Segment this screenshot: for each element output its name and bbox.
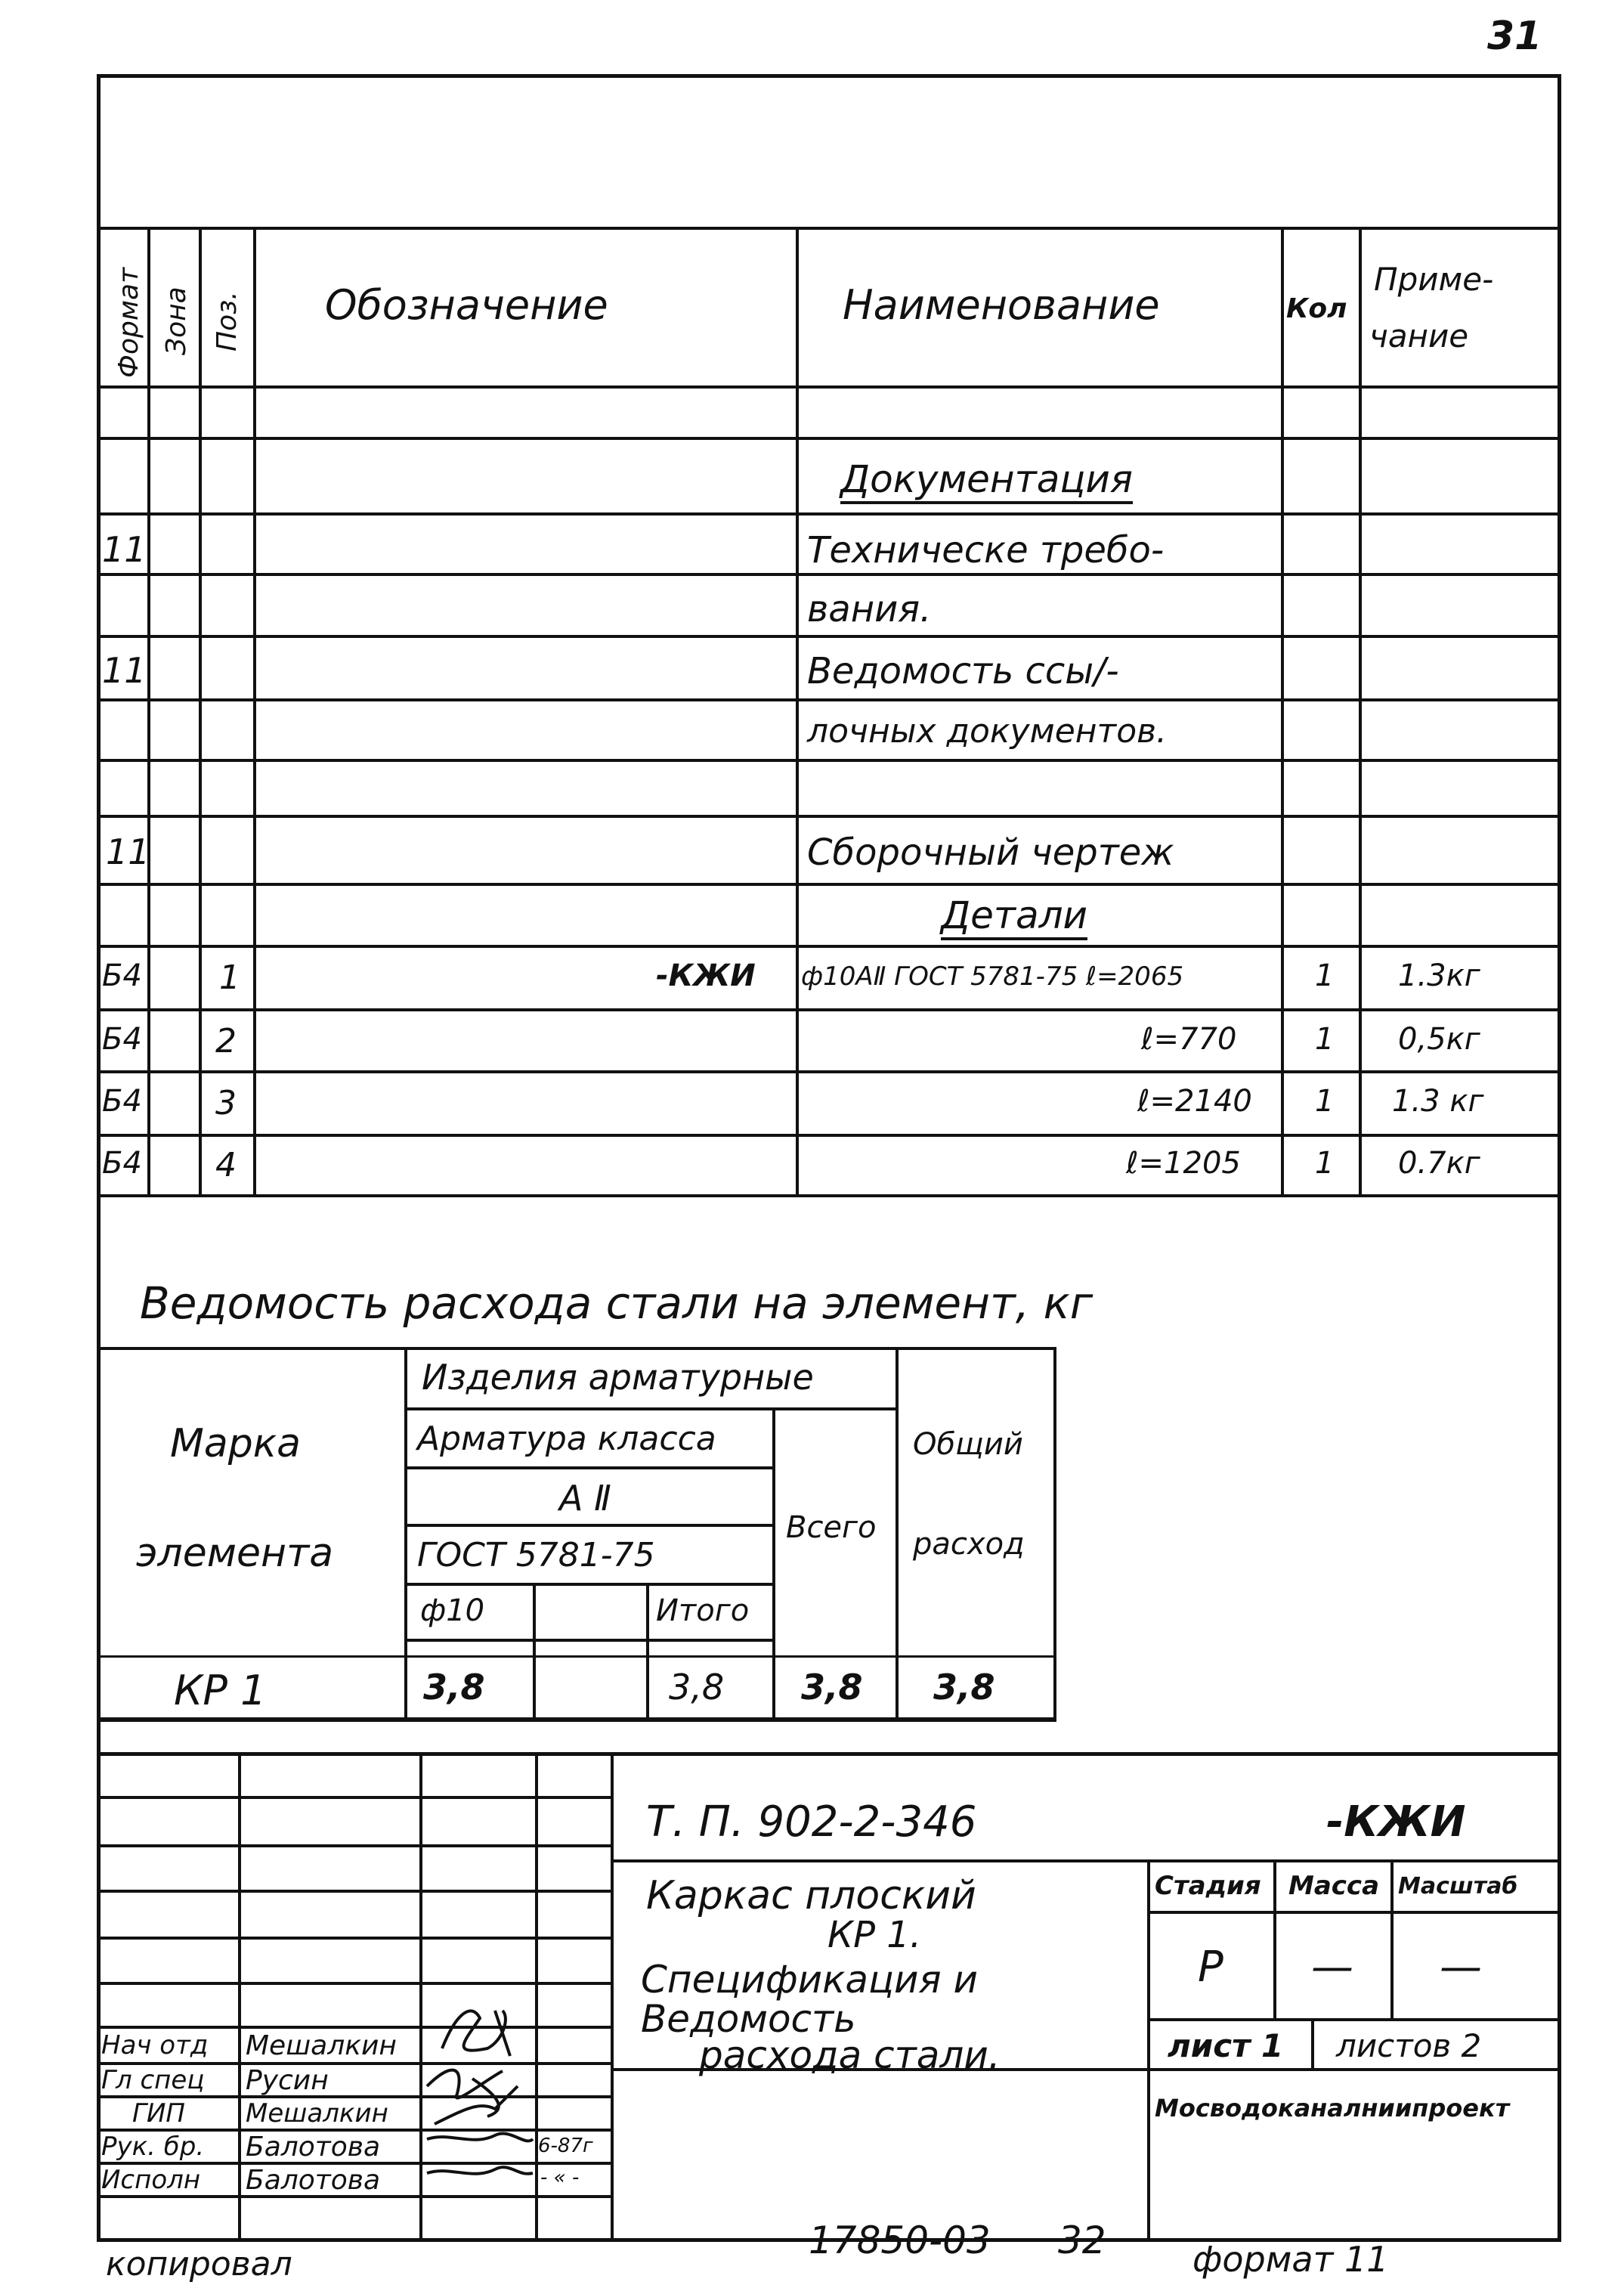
stamp-organization: Мосводоканалниипроект xyxy=(1155,2094,1510,2122)
stamp-mass-header: Масса xyxy=(1288,1871,1380,1901)
section-documentation: Документация xyxy=(840,457,1133,504)
steel-col-phi: ф10 xyxy=(420,1593,485,1628)
part-name: ф10АⅡ ГОСТ 5781-75 ℓ=2065 xyxy=(801,961,1184,992)
steel-mark-2: элемента xyxy=(136,1531,334,1576)
signature-marks xyxy=(419,1965,540,2200)
part-qty: 1 xyxy=(1315,1084,1335,1119)
header-note-2: чание xyxy=(1369,317,1469,355)
part-note: 1.3 кг xyxy=(1392,1084,1484,1119)
part-name: ℓ=1205 xyxy=(1126,1146,1241,1181)
stamp-sheets: листов 2 xyxy=(1336,2027,1482,2064)
steel-title: Ведомость расхода стали на элемент, кг xyxy=(140,1277,1093,1329)
doc-row-name: лочных документов. xyxy=(807,712,1168,751)
stamp-mass: — xyxy=(1311,1943,1353,1992)
part-format: Б4 xyxy=(102,958,142,993)
part-pos: 3 xyxy=(215,1084,237,1122)
doc-row-name: Техническе требо- xyxy=(807,529,1165,571)
part-format: Б4 xyxy=(102,1022,142,1057)
part-qty: 1 xyxy=(1315,1022,1335,1057)
footer-copied: копировал xyxy=(106,2245,292,2283)
stamp-title-1: Каркас плоский xyxy=(646,1873,976,1918)
doc-row-name: Сборочный чертеж xyxy=(807,831,1174,874)
person-name: Мешалкин xyxy=(246,2098,388,2129)
header-designation: Обозначение xyxy=(325,281,608,329)
stamp-title-2: КР 1. xyxy=(827,1914,922,1956)
footer-format: формат 11 xyxy=(1192,2239,1389,2280)
footer-number: 17850-03 xyxy=(809,2218,991,2262)
steel-products: Изделия арматурные xyxy=(422,1357,814,1398)
header-pos: Поз. xyxy=(212,291,243,351)
part-format: Б4 xyxy=(102,1084,142,1119)
steel-row-phi: 3,8 xyxy=(423,1667,485,1708)
person-role: Нач отд xyxy=(101,2030,209,2061)
steel-all: Всего xyxy=(786,1510,877,1545)
part-note: 1.3кг xyxy=(1398,958,1480,993)
part-pos: 2 xyxy=(215,1022,237,1060)
person-name: Балотова xyxy=(246,2132,381,2163)
steel-gost: ГОСТ 5781-75 xyxy=(417,1536,655,1574)
stamp-code-suffix: -КЖИ xyxy=(1326,1797,1466,1847)
header-qty: Кол xyxy=(1286,293,1347,324)
person-date: - « - xyxy=(540,2166,580,2189)
person-role: Исполн xyxy=(101,2165,201,2195)
header-format: Формат xyxy=(113,267,144,378)
stamp-title-4: Ведомость xyxy=(641,1997,856,2041)
steel-class-label: Арматура класса xyxy=(417,1420,716,1458)
doc-row-format: 11 xyxy=(102,650,147,691)
person-name: Русин xyxy=(246,2065,329,2096)
doc-row-format: 11 xyxy=(106,831,150,872)
steel-row-all: 3,8 xyxy=(801,1667,863,1708)
part-name: ℓ=770 xyxy=(1141,1022,1237,1057)
stamp-title-3: Спецификация и xyxy=(641,1958,978,2002)
stamp-scale-header: Масштаб xyxy=(1398,1873,1518,1900)
person-role: ГИП xyxy=(132,2098,185,2129)
part-designation: -КЖИ xyxy=(656,958,756,993)
person-name: Мешалкин xyxy=(246,2030,397,2061)
stamp-stage: Р xyxy=(1198,1943,1223,1992)
sheet-number: 31 xyxy=(1487,14,1542,59)
part-pos: 1 xyxy=(219,958,240,997)
part-name: ℓ=2140 xyxy=(1137,1084,1252,1119)
section-parts: Детали xyxy=(941,893,1087,940)
doc-row-name: Ведомость ссы/- xyxy=(807,650,1119,692)
steel-row-total: 3,8 xyxy=(669,1667,725,1708)
header-note-1: Приме- xyxy=(1374,261,1494,298)
steel-general-2: расход xyxy=(913,1527,1025,1562)
doc-row-format: 11 xyxy=(102,529,147,570)
steel-general-1: Общий xyxy=(913,1427,1023,1462)
stamp-title-5: расхода стали. xyxy=(699,2033,1001,2077)
part-qty: 1 xyxy=(1315,958,1335,993)
person-role: Гл спец xyxy=(101,2065,205,2095)
person-name: Балотова xyxy=(246,2165,381,2196)
stamp-sheet: лист 1 xyxy=(1168,2027,1284,2064)
part-qty: 1 xyxy=(1315,1146,1335,1181)
footer-page: 32 xyxy=(1058,2218,1106,2262)
header-name: Наименование xyxy=(843,281,1160,329)
stamp-stage-header: Стадия xyxy=(1155,1871,1261,1901)
header-zone: Зона xyxy=(161,286,192,355)
part-pos: 4 xyxy=(215,1146,237,1184)
steel-class-value: А Ⅱ xyxy=(559,1478,611,1519)
doc-row-name: вания. xyxy=(807,588,932,630)
part-note: 0.7кг xyxy=(1398,1146,1480,1181)
steel-row-general: 3,8 xyxy=(933,1667,995,1708)
person-role: Рук. бр. xyxy=(101,2132,205,2162)
part-format: Б4 xyxy=(102,1146,142,1181)
person-date: 6-87г xyxy=(538,2135,593,2157)
stamp-scale: — xyxy=(1440,1943,1482,1992)
steel-col-total: Итого xyxy=(656,1593,750,1628)
stamp-code: Т. П. 902-2-346 xyxy=(646,1797,977,1847)
steel-row-mark: КР 1 xyxy=(174,1667,267,1714)
steel-mark-1: Марка xyxy=(170,1421,302,1466)
part-note: 0,5кг xyxy=(1398,1022,1480,1057)
